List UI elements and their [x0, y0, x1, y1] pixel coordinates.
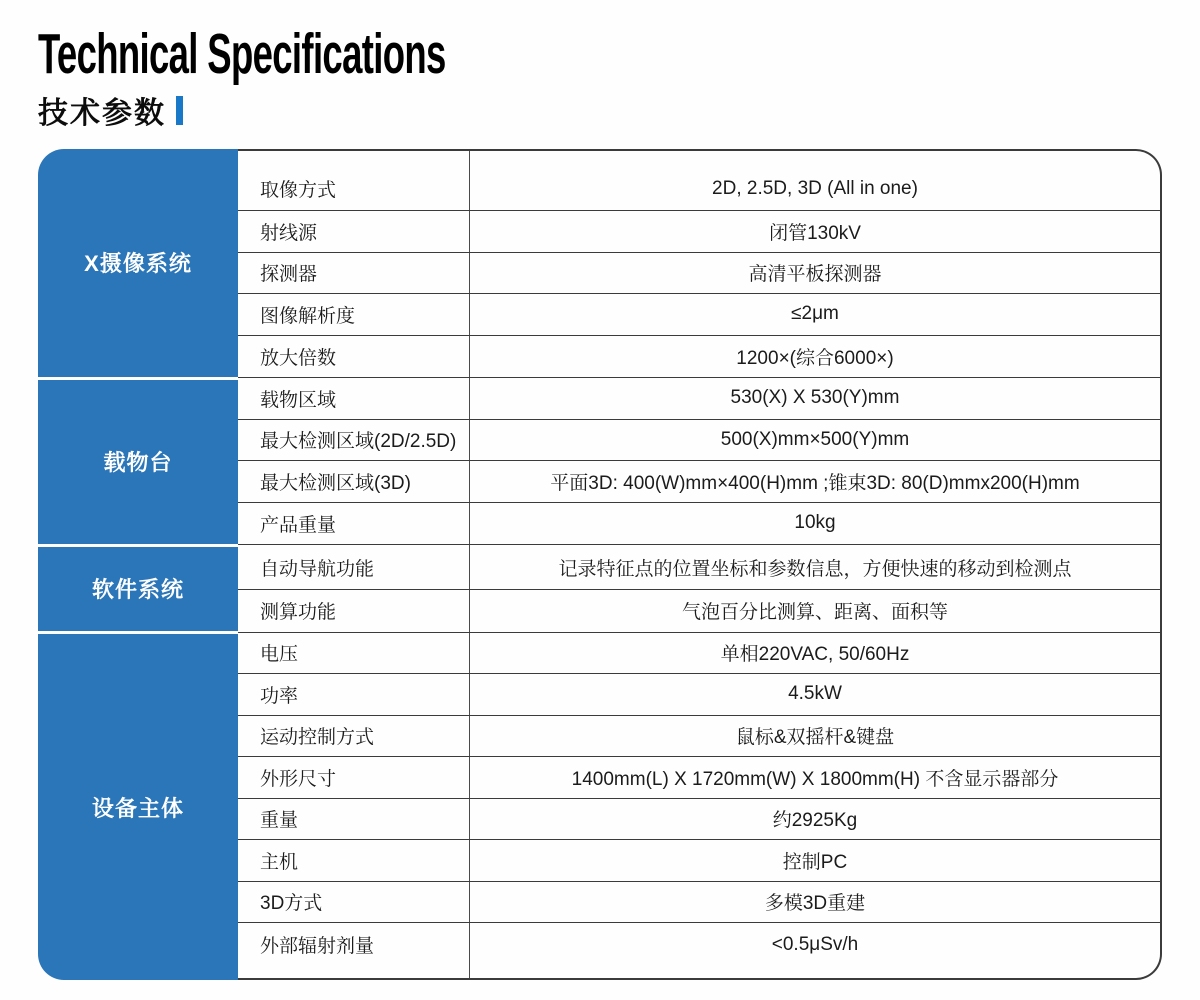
param-name: 重量	[238, 799, 470, 840]
param-value: 10kg	[794, 512, 836, 534]
param-name: 图像解析度	[238, 294, 470, 335]
param-value: ≤2μm	[791, 303, 839, 325]
section-rows	[238, 633, 1162, 981]
param-value: 气泡百分比测算、距离、面积等	[681, 602, 948, 624]
table-row	[238, 633, 1160, 675]
param-name: 最大检测区域(3D)	[238, 461, 470, 502]
category-cell	[38, 545, 238, 633]
param-name: 自动导航功能	[238, 545, 470, 589]
subtitle-row	[38, 93, 1162, 130]
table-row	[238, 253, 1160, 295]
spec-table	[38, 149, 1162, 980]
page-title: Technical Specifications	[38, 22, 446, 86]
table-row	[238, 378, 1160, 420]
spec-section	[38, 378, 1162, 545]
category-label: 软件系统	[91, 577, 184, 603]
table-row	[238, 882, 1160, 924]
table-row	[238, 420, 1160, 462]
page-subtitle: 技术参数	[38, 97, 166, 130]
param-value: 控制PC	[782, 851, 848, 873]
spec-section	[38, 633, 1162, 981]
category-block	[38, 380, 238, 544]
param-name: 功率	[238, 674, 470, 715]
param-value: 530(X) X 530(Y)mm	[730, 387, 900, 409]
param-value: 闭管130kV	[769, 222, 861, 244]
category-label: 设备主体	[91, 795, 184, 821]
param-name: 外形尺寸	[238, 757, 470, 798]
param-name: 取像方式	[238, 151, 470, 210]
accent-bar	[176, 96, 183, 125]
param-name: 主机	[238, 840, 470, 881]
section-rows	[238, 545, 1162, 633]
param-value: 1400mm(L) X 1720mm(W) X 1800mm(H) 不含显示器部分	[571, 768, 1059, 790]
table-row	[238, 799, 1160, 841]
param-value: <0.5μSv/h	[771, 933, 859, 955]
param-name: 测算功能	[238, 590, 470, 632]
param-name: 放大倍数	[238, 336, 470, 378]
param-value: 记录特征点的位置坐标和参数信息，方便快速的移动到检测点	[558, 558, 1072, 580]
category-block	[38, 149, 238, 377]
param-name: 运动控制方式	[238, 716, 470, 757]
param-name: 探测器	[238, 253, 470, 294]
table-row	[238, 503, 1160, 545]
table-row	[238, 336, 1160, 378]
section-rows	[238, 149, 1162, 378]
param-name: 电压	[238, 633, 470, 674]
param-value: 单相220VAC, 50/60Hz	[720, 644, 910, 666]
table-row	[238, 151, 1160, 211]
category-label: X摄像系统	[84, 251, 192, 277]
spec-section	[38, 149, 1162, 378]
section-rows	[238, 378, 1162, 545]
category-cell	[38, 149, 238, 378]
param-value: 约2925Kg	[772, 810, 858, 832]
table-row	[238, 716, 1160, 758]
table-row	[238, 840, 1160, 882]
param-name: 射线源	[238, 211, 470, 252]
table-row	[238, 757, 1160, 799]
param-name: 产品重量	[238, 503, 470, 545]
table-row	[238, 923, 1160, 978]
param-value: 鼠标&双摇杆&键盘	[735, 727, 895, 749]
param-value: 2D, 2.5D, 3D (All in one)	[712, 177, 918, 199]
param-value: 4.5kW	[788, 683, 842, 705]
category-cell	[38, 378, 238, 545]
param-value: 高清平板探测器	[748, 264, 882, 286]
param-value: 平面3D: 400(W)mm×400(H)mm ;锥束3D: 80(D)mmx200(H)mm	[550, 472, 1080, 494]
category-block	[38, 634, 238, 980]
category-cell	[38, 633, 238, 981]
category-label: 载物台	[103, 450, 173, 475]
table-row	[238, 211, 1160, 253]
table-row	[238, 590, 1160, 632]
category-block	[38, 547, 238, 632]
table-row	[238, 674, 1160, 716]
spec-section	[38, 545, 1162, 633]
param-name: 外部辐射剂量	[238, 923, 470, 978]
param-name: 最大检测区域(2D/2.5D)	[238, 420, 470, 461]
param-value: 多模3D重建	[764, 893, 866, 915]
param-name: 3D方式	[238, 882, 470, 923]
param-value: 500(X)mm×500(Y)mm	[720, 428, 910, 450]
table-row	[238, 294, 1160, 336]
table-row	[238, 545, 1160, 590]
param-value: 1200×(综合6000×)	[736, 347, 894, 369]
param-name: 载物区域	[238, 378, 470, 419]
table-row	[238, 461, 1160, 503]
